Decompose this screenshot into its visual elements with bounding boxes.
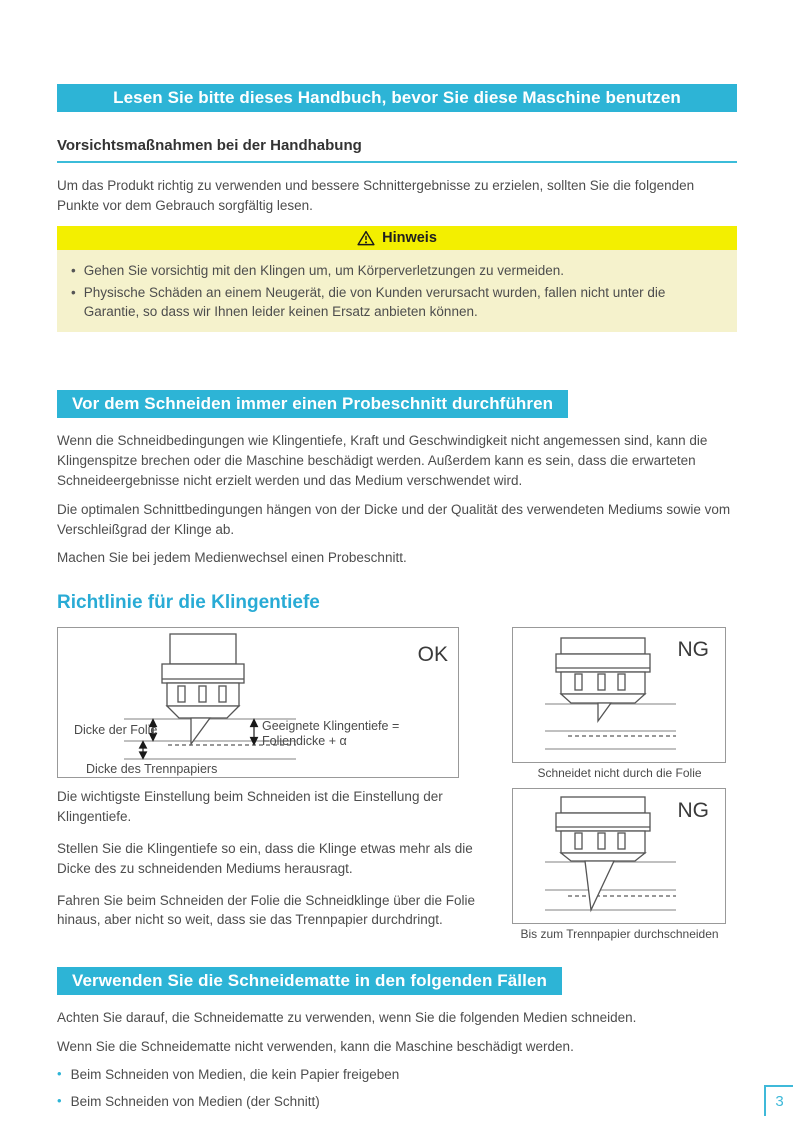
heading-blade-depth-guideline: Richtlinie für die Klingentiefe — [57, 592, 320, 614]
paragraph-blade-depth-3: Fahren Sie beim Schneiden der Folie die Schneidklinge über die Folie hinaus, aber nicht so weit, dass sie das Trennpapier durchdringt. — [57, 892, 475, 928]
paragraph-testcut-3: Machen Sie bei jedem Medienwechsel einen Probeschnitt. — [57, 550, 407, 566]
banner-read-manual: Lesen Sie bitte dieses Handbuch, bevor Sie diese Maschine benutzen — [57, 84, 737, 112]
notice-item — [71, 261, 723, 280]
blade-tip — [598, 703, 611, 721]
banner-row — [57, 390, 737, 418]
list-item-text: Beim Schneiden von Medien, die kein Papier freigeben — [70, 1066, 400, 1082]
ok-label: OK — [417, 643, 448, 667]
blade-holder-drawing — [556, 797, 650, 910]
blade-depth-arrow — [251, 720, 258, 745]
bullet-dot: • — [57, 1093, 62, 1109]
paragraph-blade-depth-2: Stellen Sie die Klingentiefe so ein, dass die Klinge etwas mehr als die Dicke des zu schneidenden Mediums herausragt. — [57, 840, 473, 876]
blade-depth-diagram-area — [57, 627, 737, 941]
page-number: 3 — [764, 1085, 793, 1116]
paragraph-testcut-1: Wenn die Schneidbedingungen wie Klingentiefe, Kraft und Geschwindigkeit nicht angemessen sind, kann die Klingenspitze brechen oder die Maschine beschädigt werden. Außerdem kann es sein, dass die erwarteten Schneideergebnisse nicht erzielt werden und das Medium verschwendet wird. — [57, 433, 708, 488]
blade-depth-ng-deep-diagram — [512, 788, 726, 924]
list-item — [57, 1065, 737, 1085]
blade-tip — [191, 718, 210, 744]
blade-holder-drawing — [162, 634, 244, 744]
notice-box — [57, 226, 737, 332]
banner-test-cut: Vor dem Schneiden immer einen Probeschnitt durchführen — [57, 390, 568, 418]
paragraph-cutting-mat-1: Achten Sie darauf, die Schneidematte zu verwenden, wenn Sie die folgenden Medien schneiden. — [57, 1010, 637, 1025]
heading-handling-precautions: Vorsichtsmaßnahmen bei der Handhabung — [57, 137, 737, 163]
list-item — [57, 1092, 737, 1112]
banner-row — [57, 967, 737, 995]
paragraph-blade-depth-1: Die wichtigste Einstellung beim Schneiden ist die Einstellung der Klingentiefe. — [57, 789, 443, 825]
diagram-left-column — [57, 627, 490, 941]
ng-deep-figure — [512, 788, 727, 941]
notice-header — [57, 226, 737, 250]
blade-depth-ng-shallow-diagram — [512, 627, 726, 763]
notice-title: Hinweis — [382, 229, 437, 246]
list-item-text: Beim Schneiden von Medien (der Schnitt) — [70, 1094, 320, 1110]
bullet-dot: • — [71, 262, 76, 278]
blade-depth-paragraphs — [57, 787, 490, 930]
foil-thickness-label: Dicke der Folie — [74, 723, 158, 738]
blade-holder-drawing — [556, 638, 650, 721]
ng-label: NG — [677, 638, 709, 662]
diagram-right-column — [512, 627, 727, 941]
blade-depth-label-line2: Foliendicke + α — [262, 734, 347, 749]
ng-label: NG — [677, 798, 709, 822]
notice-item-text: Physische Schäden an einem Neugerät, die von Kunden verursacht wurden, fallen nicht unter die Garantie, so dass wir Ihnen leider keinen Ersatz anbieten können. — [83, 284, 666, 319]
cutting-mat-bullet-list — [57, 1065, 737, 1112]
banner-cutting-mat: Verwenden Sie die Schneidematte in den folgenden Fällen — [57, 967, 562, 995]
notice-item — [71, 283, 723, 321]
backing-paper-label: Dicke des Trennpapiers — [86, 762, 218, 777]
paragraph-testcut-2: Die optimalen Schnittbedingungen hängen von der Dicke und der Qualität des verwendeten Mediums sowie vom Verschleißgrad der Klinge ab. — [57, 501, 731, 537]
warning-icon — [357, 230, 375, 246]
blade-tip — [585, 861, 614, 910]
ng-shallow-figure — [512, 627, 727, 780]
bullet-dot: • — [71, 284, 76, 300]
notice-list — [57, 250, 737, 332]
notice-item-text: Gehen Sie vorsichtig mit den Klingen um, um Körperverletzungen zu vermeiden. — [83, 262, 564, 278]
backing-paper-arrow — [140, 742, 147, 759]
ng-shallow-caption: Schneidet nicht durch die Folie — [537, 766, 702, 781]
bullet-dot: • — [57, 1065, 62, 1081]
blade-depth-ok-diagram — [57, 627, 459, 778]
paragraph-cutting-mat-2: Wenn Sie die Schneidematte nicht verwenden, kann die Maschine beschädigt werden. — [57, 1038, 574, 1054]
ng-deep-caption: Bis zum Trennpapier durchschneiden — [520, 926, 719, 941]
page-content — [57, 0, 737, 1112]
paragraph-handling-intro: Um das Produkt richtig zu verwenden und bessere Schnittergebnisse zu erzielen, sollten Sie die folgenden Punkte vor dem Gebrauch sorgfältig lesen. — [57, 178, 695, 213]
blade-depth-label-line1: Geeignete Klingentiefe = — [262, 719, 400, 734]
